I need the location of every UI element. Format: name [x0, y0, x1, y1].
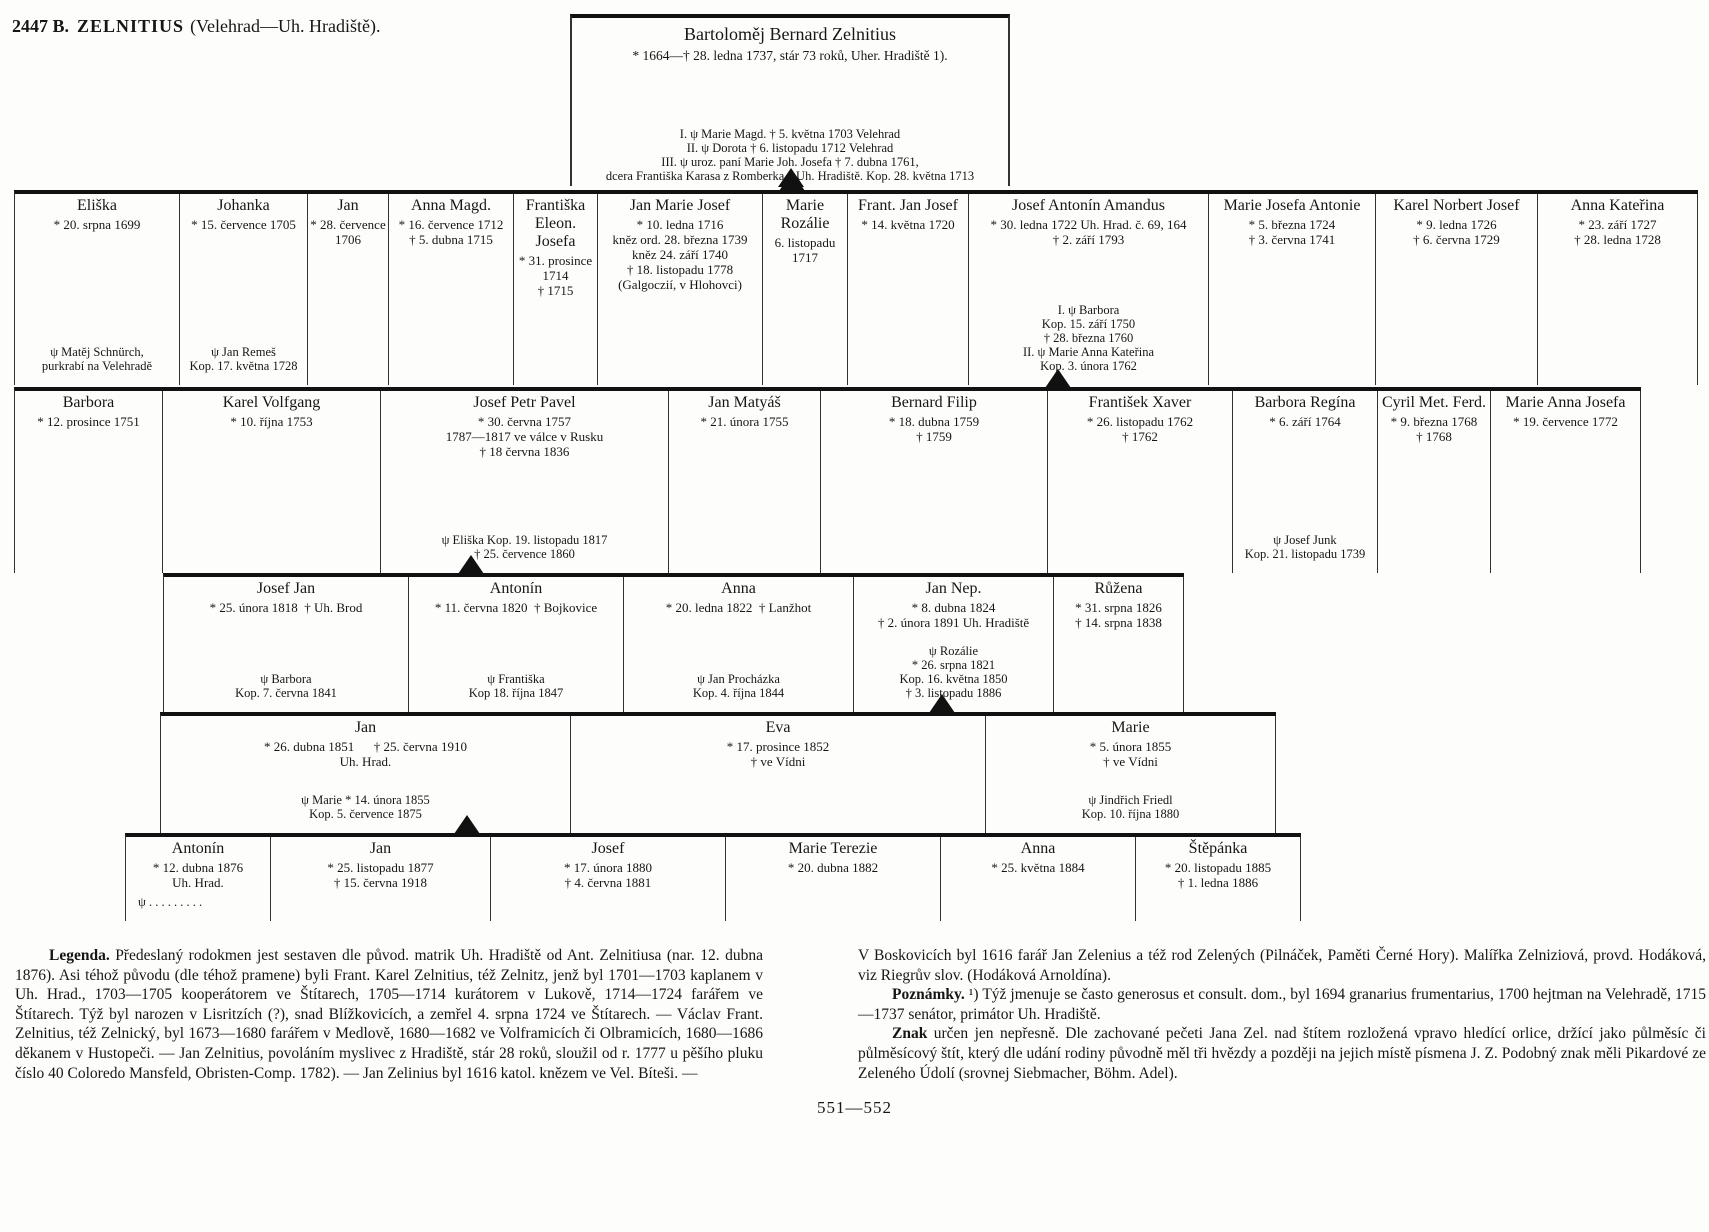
entry-number: 2447 B. [12, 16, 70, 36]
person-detail-line: * 10. ledna 1716 [636, 217, 724, 232]
person-cell [848, 194, 969, 385]
marriage-line: Kop. 10. října 1880 [1081, 807, 1180, 821]
marriage-line: ψ Jan Procházka [697, 672, 780, 686]
person-detail-line: * 25. února 1818 † Uh. Brod [209, 600, 363, 615]
person-cell [308, 194, 389, 385]
marriage-line: I. ψ Marie Magd. † 5. května 1703 Velehrad [679, 127, 901, 141]
person-detail-line: * 6. září 1764 [1269, 414, 1341, 429]
person-cell [1376, 194, 1538, 385]
legend-lead: Legenda. [49, 947, 116, 964]
person-cell [669, 391, 821, 573]
person-name: Růžena [1094, 580, 1143, 597]
person-detail-line: † 2. září 1793 [1052, 232, 1125, 247]
person-name: Bartoloměj Bernard Zelnitius [684, 24, 896, 44]
person-detail-line: * 20. listopadu 1885 [1164, 860, 1272, 875]
person-detail-line: * 12. prosince 1751 [37, 414, 140, 429]
person-cell [1233, 391, 1378, 573]
marriage-line: Kop. 3. února 1762 [1040, 359, 1137, 373]
person-detail-line: * 30. června 1757 [477, 414, 572, 429]
lineage-connector-triangle [779, 172, 805, 191]
person-name: Jan Nep. [925, 580, 982, 597]
person-detail-line: * 19. července 1772 [1513, 414, 1618, 429]
lineage-connector-triangle [1045, 369, 1071, 388]
person-name: Jan [369, 840, 392, 857]
person-detail-line: * 20. ledna 1822 † Lanžhot [665, 600, 812, 615]
person-detail-line: * 12. dubna 1876 [152, 860, 244, 875]
marriage-line: ψ Matěj Schnürch, [50, 345, 144, 359]
marriage-line: I. ψ Barbora [1057, 303, 1120, 317]
person-cell [381, 391, 669, 573]
marriage-line: ψ Jan Remeš [211, 345, 276, 359]
person-name: Antonín [171, 840, 225, 857]
person-detail-line: † 28. ledna 1728 [1574, 232, 1661, 247]
marriage-line: * 26. srpna 1821 [911, 658, 996, 672]
person-name: Frant. Jan Josef [858, 197, 958, 214]
person-cell [986, 716, 1276, 833]
person-detail-line: † 1768 [1416, 429, 1452, 444]
person-detail-line: * 17. února 1880 [563, 860, 653, 875]
person-name: Barbora Regína [1254, 394, 1356, 411]
person-cell [514, 194, 598, 385]
marriage-block [17, 345, 177, 373]
person-detail-line: † 6. června 1729 [1413, 232, 1500, 247]
legend-paragraph: Poznámky. ¹) Týž jmenuje se často generosus et consult. dom., byl 1694 granarius frumentarius, 1700 hejtman na Velehradě, 1715—1737 senátor, primátor Uh. Hradiště. [858, 986, 1706, 1023]
person-cell [1538, 194, 1698, 385]
person-name: Jan [337, 197, 359, 214]
person-cell [624, 577, 854, 712]
marriage-line: ψ Josef Junk [1273, 533, 1337, 547]
person-cell [969, 194, 1209, 385]
marriage-line: ψ Marie * 14. února 1855 [301, 793, 430, 807]
marriage-block [383, 533, 666, 561]
generation-row [163, 573, 1184, 712]
person-name: Josef Petr Pavel [473, 394, 576, 411]
generation-row [14, 387, 1641, 573]
marriage-line: † 25. července 1860 [474, 547, 575, 561]
person-detail-line: Uh. Hrad. [172, 875, 224, 890]
person-detail-line: * 20. dubna 1882 [787, 860, 879, 875]
person-cell [409, 577, 624, 712]
marriage-line: III. ψ uroz. paní Marie Joh. Josefa † 7. dubna 1761, [661, 155, 919, 169]
person-detail-line: Uh. Hrad. [339, 754, 392, 769]
marriage-line: II. ψ Dorota † 6. listopadu 1712 Velehrad [686, 141, 894, 155]
person-name: Štěpánka [1188, 840, 1248, 857]
person-detail-line: * 15. července 1705 [191, 217, 296, 232]
person-cell [164, 577, 409, 712]
person-cell [726, 837, 941, 921]
marriage-block [856, 644, 1051, 700]
person-name: Anna Kateřina [1570, 197, 1665, 214]
person-name: Eliška [77, 197, 117, 214]
marriage-line: ψ Rozálie [928, 644, 979, 658]
marriage-line: ψ Barbora [260, 672, 312, 686]
person-detail-line: † ve Vídni [1103, 754, 1158, 769]
person-name: Anna [1020, 840, 1056, 857]
person-cell [1048, 391, 1233, 573]
lineage-connector-triangle [454, 815, 480, 834]
person-detail-line: † 2. února 1891 Uh. Hradiště [877, 615, 1030, 630]
person-dates: * 1664—† 28. ledna 1737, stár 73 roků, Uher. Hradiště 1). [632, 48, 948, 63]
person-cell [821, 391, 1048, 573]
marriage-line: † 28. března 1760 [1043, 331, 1134, 345]
marriage-block [1235, 533, 1375, 561]
marriage-block [411, 672, 621, 700]
person-detail-line: 1706 [335, 232, 361, 247]
person-detail-line: 6. listopadu [774, 235, 836, 250]
marriage-line: Kop. 7. června 1841 [235, 686, 337, 700]
person-cell [180, 194, 308, 385]
marriage-line: II. ψ Marie Anna Kateřina [1022, 345, 1155, 359]
person-name: Marie Rozálie [780, 197, 830, 232]
person-name: Antonín [489, 580, 543, 597]
marriage-line: ψ Františka [487, 672, 545, 686]
person-name: Jan [354, 719, 377, 736]
person-name: Anna Magd. [411, 197, 491, 214]
person-detail-line: † 5. dubna 1715 [409, 232, 493, 247]
person-detail-line: * 28. července [310, 217, 386, 232]
person-cell [854, 577, 1054, 712]
person-detail-line: † 18 června 1836 [479, 444, 570, 459]
person-detail-line: † 14. srpna 1838 [1075, 615, 1162, 630]
legend-paragraph: V Boskovicích byl 1616 farář Jan Zelenius a též rod Zelených (Pilnáček, Paměti Černé Hory). Malířka Zelniziová, provd. Hodáková, viz Riegrův slov. (Hodáková Arnoldína). [858, 947, 1706, 984]
root-person-box [570, 14, 1010, 186]
marriage-block [166, 672, 406, 700]
person-detail-line: 1714 [542, 268, 569, 283]
marriage-line: Kop. 5. července 1875 [309, 807, 422, 821]
lineage-connector-triangle [929, 694, 955, 713]
person-name: Josef Antonín Amandus [1012, 197, 1165, 214]
person-cell [1209, 194, 1376, 385]
person-cell [1136, 837, 1301, 921]
person-detail-line: (Galgoczií, v Hlohovci) [618, 277, 742, 292]
legend-paragraph: Znak určen jen nepřesně. Dle zachované pečeti Jana Zel. nad štítem rozložená vpravo hledící orlice, držící jako půlměsíc či půlměsícový štít, který dle udání rodiny původně měl tři hvězdy a později na jejich místě písmena J. Z. Podobný znak měli Pikardové ze Zeleného Údolí (srovnej Siebmacher, Böhm. Adel). [858, 1025, 1706, 1082]
person-detail-line: * 18. dubna 1759 [888, 414, 980, 429]
legend-paragraph: Legenda. Předeslaný rodokmen jest sestaven dle původ. matrik Uh. Hradiště od Ant. Zelnitiusa (nar. 12. dubna 1876). Asi téhož původu (dle téhož pramene) byli Frant. Karel Zelnitius, též Zelnitz, jenž byl 1701—1703 kaplanem v Uh. Hrad., 1703—1705 kooperátorem ve Štítarech, 1705—1714 kurátorem v Lukově, 1714—1724 farářem ve Štítarech. Týž byl narozen v Lisritzích (?), snad Blížkovicích, a zemřel 4. srpna 1724 ve Štítarech. — Václav Frant. Zelnitius, též Zelnický, byl 1673—1680 farářem v Medlově, 1680—1682 ve Volframicích či Olbramicích, 1680—1686 děkanem v Hustopeči. — Jan Zelnitius, povoláním myslivec z Hradiště, stár 28 roků, sloužil od r. 1777 u pěšího pluku číslo 40 Coloredo Mansfeld, Obristen-Comp. 1782). — Jan Zelinius byl 1616 katol. knězem ve Vel. Bíteši. — [15, 947, 763, 1082]
person-detail-line: † 15. června 1918 [333, 875, 428, 890]
page-number: 551—552 [817, 1098, 892, 1117]
legend-lead: Poznámky. [892, 986, 969, 1004]
person-detail-line: 1787—1817 ve válce v Rusku [445, 429, 604, 444]
person-detail-line: * 10. října 1753 [230, 414, 313, 429]
generation-row [14, 190, 1698, 385]
person-detail-line: * 21. února 1755 [700, 414, 789, 429]
marriage-block [971, 303, 1206, 373]
person-name: Marie [1111, 719, 1150, 736]
person-cell [571, 716, 986, 833]
person-name: Karel Norbert Josef [1393, 197, 1520, 214]
marriage-line: Kop. 21. listopadu 1739 [1244, 547, 1366, 561]
marriage-block [626, 672, 851, 700]
person-name: Františka Eleon. Josefa [525, 197, 586, 250]
family-name: ZELNITIUS [77, 16, 185, 36]
person-name: Bernard Filip [891, 394, 977, 411]
person-name: Marie Terezie [788, 840, 878, 857]
person-detail-line: * 31. srpna 1826 [1075, 600, 1162, 615]
person-cell [126, 837, 271, 921]
generation-row [160, 712, 1276, 833]
person-name: Anna [721, 580, 756, 597]
person-cell [271, 837, 491, 921]
marriage-block [163, 793, 568, 821]
person-name: Jan Matyáš [708, 394, 781, 411]
marriage-line: Kop. 15. září 1750 [1041, 317, 1136, 331]
person-detail-line: kněz ord. 28. března 1739 [612, 232, 748, 247]
person-cell [15, 194, 180, 385]
person-detail-line: † 1762 [1122, 429, 1158, 444]
marriage-line: Kop. 16. května 1850 [899, 672, 1008, 686]
legend-lead: Znak [892, 1025, 934, 1043]
person-cell [941, 837, 1136, 921]
entry-heading [12, 16, 381, 37]
marriage-line: dcera Františka Karasa z Romberka z Uh. Hradiště. Kop. 28. května 1713 [605, 169, 975, 183]
person-detail-line: * 8. dubna 1824 [911, 600, 996, 615]
person-cell [763, 194, 848, 385]
marriage-line: ψ Eliška Kop. 19. listopadu 1817 [441, 533, 608, 547]
marriage-line: ψ . . . . . . . . . [138, 895, 203, 909]
person-cell [491, 837, 726, 921]
person-cell [15, 391, 163, 573]
person-detail-line: † 4. června 1881 [564, 875, 652, 890]
person-name: Marie Josefa Antonie [1223, 197, 1361, 214]
person-cell [1054, 577, 1184, 712]
person-detail-line: * 23. září 1727 [1578, 217, 1657, 232]
person-cell [163, 391, 381, 573]
person-detail-line: † 3. června 1741 [1248, 232, 1336, 247]
person-detail-line: † 18. listopadu 1778 [626, 262, 734, 277]
marriage-block [128, 895, 268, 909]
person-detail-line: * 5. února 1855 [1089, 739, 1172, 754]
person-detail-line: * 25. listopadu 1877 [327, 860, 434, 875]
person-detail-line: * 30. ledna 1722 Uh. Hrad. č. 69, 164 [990, 217, 1187, 232]
person-detail-line: * 31. prosince [518, 253, 593, 268]
family-location: (Velehrad—Uh. Hradiště). [190, 16, 381, 36]
marriage-line: Kop 18. října 1847 [468, 686, 564, 700]
person-detail-line: * 17. prosince 1852 [726, 739, 830, 754]
person-detail-line: * 9. ledna 1726 [1416, 217, 1497, 232]
person-name: Barbora [62, 394, 115, 411]
person-detail-line: kněz 24. září 1740 [631, 247, 729, 262]
marriage-block [988, 793, 1273, 821]
person-name: Cyril Met. Ferd. [1382, 394, 1486, 411]
person-cell [389, 194, 514, 385]
person-name: Jan Marie Josef [629, 197, 731, 214]
person-detail-line: † 1759 [916, 429, 952, 444]
person-cell [1378, 391, 1491, 573]
person-detail-line: * 11. června 1820 † Bojkovice [434, 600, 598, 615]
marriage-line: ψ Jindřich Friedl [1088, 793, 1173, 807]
legend-column-right [858, 946, 1706, 1083]
legend-column-left [15, 946, 763, 1083]
generation-row [125, 833, 1301, 921]
person-detail-line: * 16. července 1712 [398, 217, 504, 232]
person-detail-line: * 14. května 1720 [861, 217, 955, 232]
marriage-line: purkrabí na Velehradě [41, 359, 153, 373]
person-detail-line: * 25. května 1884 [991, 860, 1085, 875]
person-detail-line: † 1715 [537, 283, 574, 298]
marriage-line: Kop. 4. října 1844 [692, 686, 785, 700]
person-name: Marie Anna Josefa [1505, 394, 1626, 411]
person-detail-line: * 5. března 1724 [1248, 217, 1336, 232]
person-cell [598, 194, 763, 385]
person-name: Eva [765, 719, 791, 736]
person-cell [161, 716, 571, 833]
marriage-block [182, 345, 305, 373]
person-name: Johanka [217, 197, 270, 214]
person-cell [1491, 391, 1641, 573]
person-name: Josef Jan [256, 580, 316, 597]
person-name: Josef [591, 840, 625, 857]
lineage-connector-triangle [458, 555, 484, 574]
person-detail-line: † ve Vídni [750, 754, 806, 769]
person-detail-line: * 9. března 1768 [1390, 414, 1478, 429]
marriage-line: Kop. 17. května 1728 [189, 359, 298, 373]
person-detail-line: * 20. srpna 1699 [53, 217, 141, 232]
person-name: František Xaver [1088, 394, 1192, 411]
person-detail-line: † 1. ledna 1886 [1177, 875, 1259, 890]
marriage-line: † 3. listopadu 1886 [905, 686, 1002, 700]
person-detail-line: * 26. listopadu 1762 [1086, 414, 1194, 429]
person-detail-line: 1717 [792, 250, 818, 265]
person-name: Karel Volfgang [222, 394, 321, 411]
person-detail-line: * 26. dubna 1851 † 25. června 1910 [264, 739, 467, 754]
